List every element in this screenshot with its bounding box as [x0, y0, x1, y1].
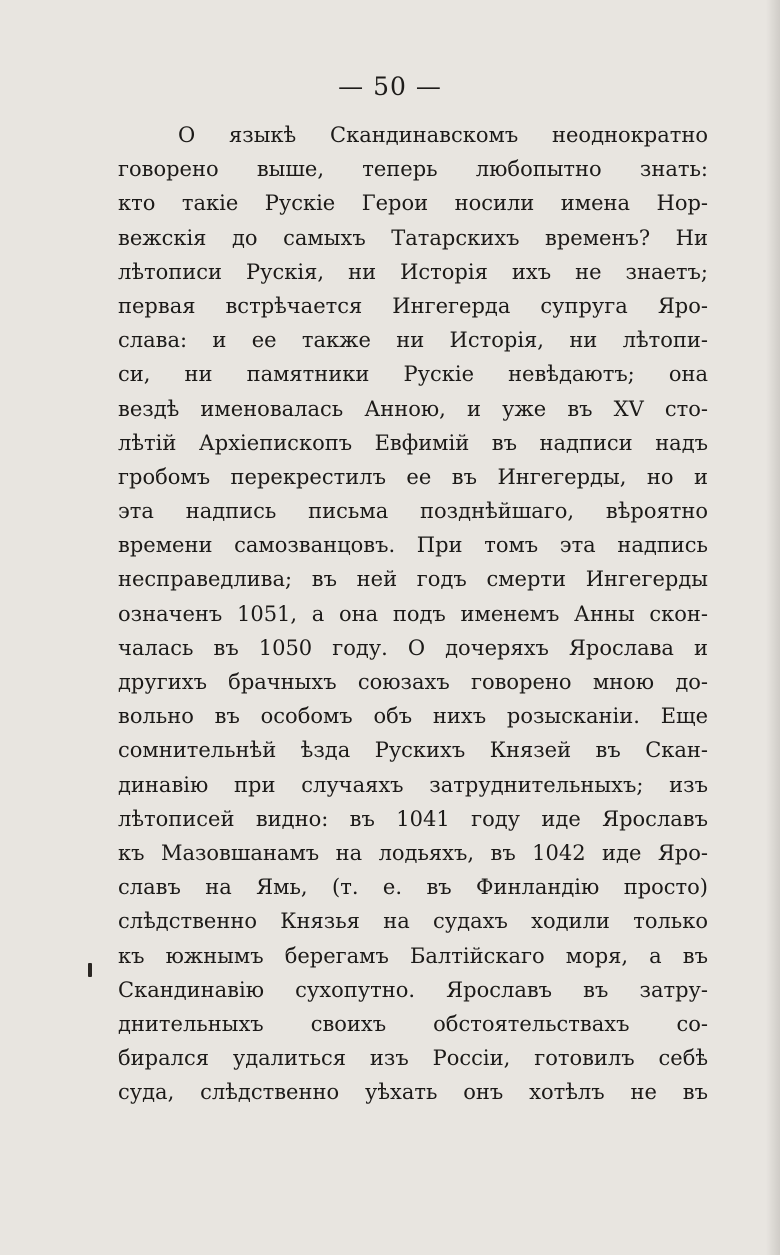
text-line: къ южнымъ берегамъ Балтійскаго моря, а въ — [118, 943, 708, 968]
body-text — [118, 118, 708, 1109]
text-line: другихъ брачныхъ союзахъ говорено мною до- — [118, 670, 708, 694]
text-line: вежскія до самыхъ Татарскихъ временъ? Ни — [118, 225, 708, 250]
text-line: слава: и ее также ни Исторія, ни лѣтопи- — [118, 328, 708, 353]
text-line: Скандинавію сухопутно. Ярославъ въ затру- — [118, 977, 708, 1002]
page-edge-shadow — [766, 0, 780, 1255]
text-line: лѣтописей видно: въ 1041 году иде Ярославъ — [118, 806, 708, 831]
text-line: эта надпись письма позднѣйшаго, вѣроятно — [118, 499, 708, 524]
text-line: несправедлива; въ ней годъ смерти Ингегерды — [118, 567, 708, 592]
margin-ink-mark — [88, 963, 92, 977]
text-line: сомнительнѣй ѣзда Рускихъ Князей въ Скан- — [118, 738, 708, 763]
text-line: си, ни памятники Рускіе невѣдаютъ; она — [118, 362, 708, 387]
text-line: суда, слѣдственно уѣхать онъ хотѣлъ не въ — [118, 1080, 708, 1105]
text-line: къ Мазовшанамъ на лодьяхъ, въ 1042 иде Яро- — [118, 840, 708, 865]
text-line: кто такіе Рускіе Герои носили имена Нор- — [118, 191, 708, 216]
text-line: времени самозванцовъ. При томъ эта надпись — [118, 533, 708, 558]
text-line: первая встрѣчается Ингегерда супруга Яро- — [118, 293, 708, 318]
text-line: вездѣ именовалась Анною, и уже въ XV сто- — [118, 396, 708, 421]
text-line: вольно въ особомъ объ нихъ розысканіи. Еще — [118, 704, 708, 729]
text-line: лѣтій Архіепископъ Евфимій въ надписи надъ — [118, 430, 708, 455]
page-number: — 50 — — [338, 72, 442, 101]
text-line: днительныхъ своихъ обстоятельствахъ со- — [118, 1011, 708, 1036]
text-line: говорено выше, теперь любопытно знать: — [118, 157, 708, 182]
text-line: слѣдственно Князья на судахъ ходили только — [118, 909, 708, 934]
text-line: бирался удалиться изъ Россіи, готовилъ себѣ — [118, 1046, 708, 1071]
text-line: лѣтописи Рускія, ни Исторія ихъ не знаетъ; — [118, 259, 708, 284]
text-line: динавію при случаяхъ затруднительныхъ; изъ — [118, 772, 708, 797]
text-line: означенъ 1051, а она подъ именемъ Анны скон- — [118, 601, 708, 626]
text-line: чалась въ 1050 году. О дочеряхъ Ярослава и — [118, 635, 708, 660]
text-line: гробомъ перекрестилъ ее въ Ингегерды, но и — [118, 464, 708, 489]
text-line: славъ на Ямь, (т. е. въ Финландію просто) — [118, 875, 708, 900]
text-line: О языкѣ Скандинавскомъ неоднократно — [178, 123, 708, 147]
